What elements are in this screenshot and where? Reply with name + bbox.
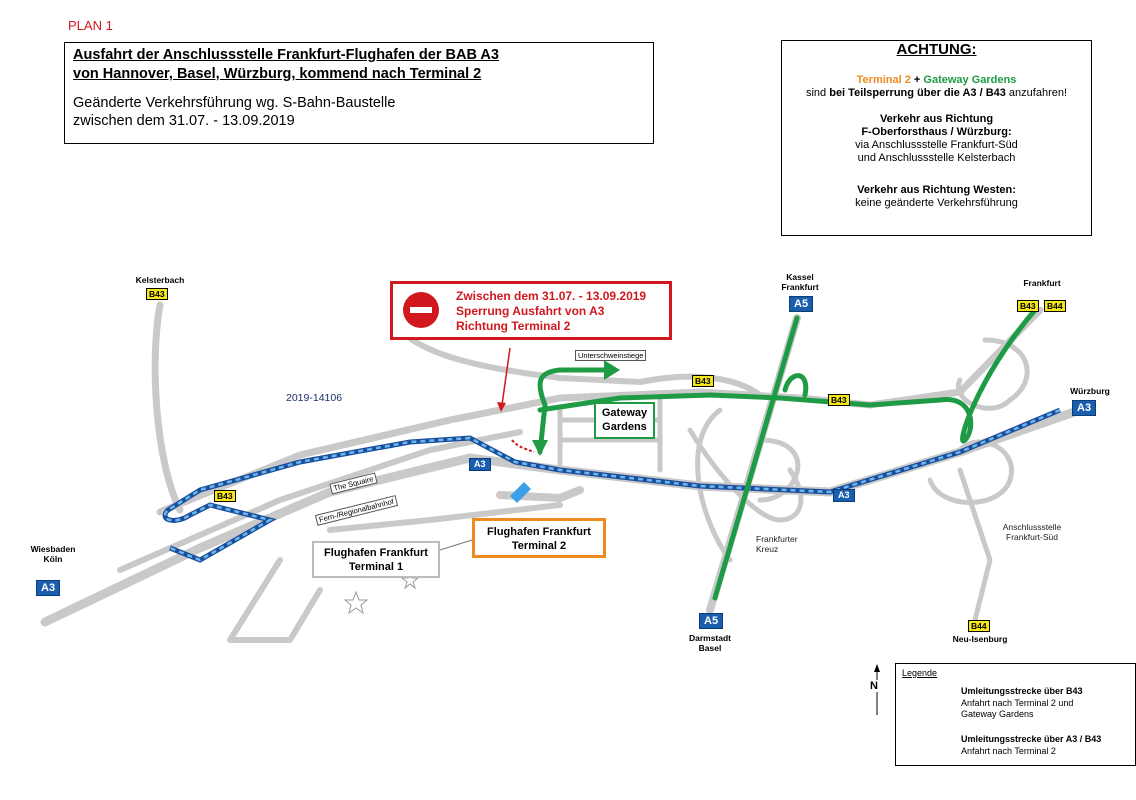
north-label: N bbox=[870, 680, 878, 692]
legend-green-head: Umleitungsstrecke über B43 bbox=[961, 686, 1083, 696]
legend-green-desc-2: Gateway Gardens bbox=[961, 709, 1034, 719]
warning-b3: via Anschlussstelle Frankfurt-Süd bbox=[855, 139, 1018, 151]
place-kreuz-2: Kreuz bbox=[756, 544, 779, 554]
warning-b1: Verkehr aus Richtung bbox=[879, 113, 994, 125]
green-route-loop bbox=[785, 376, 806, 395]
t1-callout bbox=[440, 540, 472, 550]
badge-b43-map-2: B43 bbox=[828, 394, 850, 406]
place-wiesbaden bbox=[22, 544, 84, 564]
badge-a5-south: A5 bbox=[699, 613, 723, 629]
north-arrowhead bbox=[874, 664, 880, 672]
place-kassel bbox=[770, 272, 830, 292]
place-sued-1: Anschlussstelle bbox=[1002, 522, 1062, 532]
warning-b2: F-Oberforsthaus / Würzburg: bbox=[861, 126, 1012, 138]
map-code: 2019-14106 bbox=[286, 392, 343, 404]
place-frankfurter-kreuz bbox=[756, 534, 816, 554]
badge-frankfurt-b43: B43 bbox=[1017, 300, 1039, 312]
closure-line-3: Richtung Terminal 2 bbox=[456, 319, 571, 333]
tag-the-squaire: The Squaire bbox=[329, 472, 377, 494]
badge-a3-east: A3 bbox=[1072, 400, 1096, 416]
place-frankfurt: Frankfurt bbox=[1023, 278, 1061, 288]
plan-label: PLAN 1 bbox=[68, 18, 113, 33]
badge-a5-north: A5 bbox=[789, 296, 813, 312]
green-arrow-down bbox=[532, 440, 548, 456]
road-terminal-2 bbox=[230, 560, 320, 640]
legend-green-desc-1: Anfahrt nach Terminal 2 und bbox=[961, 698, 1074, 708]
place-kreuz-1: Frankfurter bbox=[756, 534, 798, 544]
subtitle-line-2: zwischen dem 31.07. - 13.09.2019 bbox=[73, 113, 295, 129]
terminal2-text: Terminal 2 bbox=[856, 74, 911, 86]
green-arrow-right bbox=[604, 360, 620, 380]
warning-c2: keine geänderte Verkehrsführung bbox=[855, 197, 1018, 209]
closure-text bbox=[456, 289, 646, 334]
warning-line-2b: bei Teilsperrung über die A3 / B43 bbox=[829, 87, 1006, 99]
road-b44 bbox=[960, 470, 990, 620]
place-darmstadt-2: Basel bbox=[698, 643, 722, 653]
title-line-1: Ausfahrt der Anschlussstelle Frankfurt-Flughafen der BAB A3 bbox=[73, 47, 499, 63]
place-kassel-2: Frankfurt bbox=[781, 282, 819, 292]
legend-blue-head: Umleitungsstrecke über A3 / B43 bbox=[961, 734, 1102, 744]
place-sued-2: Frankfurt-Süd bbox=[1006, 532, 1058, 542]
badge-b43-map-1: B43 bbox=[692, 375, 714, 387]
title-line-2: von Hannover, Basel, Würzburg, kommend nach Terminal 2 bbox=[73, 66, 482, 82]
badge-kelsterbach-b43: B43 bbox=[146, 288, 168, 300]
place-wiesbaden-1: Wiesbaden bbox=[30, 544, 76, 554]
place-neu-isenburg: Neu-Isenburg bbox=[952, 634, 1008, 644]
badge-a3-map-1: A3 bbox=[469, 458, 491, 471]
warning-c1: Verkehr aus Richtung Westen: bbox=[857, 184, 1016, 196]
closed-ramp bbox=[512, 440, 534, 452]
warning-b4: und Anschlussstelle Kelsterbach bbox=[857, 152, 1016, 164]
badge-b44-south: B44 bbox=[968, 620, 990, 632]
badge-a3-map-2: A3 bbox=[833, 489, 855, 502]
green-route-a5 bbox=[715, 318, 797, 598]
terminal1-line-1: Flughafen Frankfurt bbox=[324, 547, 428, 559]
legend-title: Legende bbox=[902, 668, 938, 678]
road-ffm-loop bbox=[958, 340, 1027, 408]
legend-box bbox=[895, 663, 1136, 766]
terminal-stars bbox=[345, 572, 418, 613]
subtitle-line-1: Geänderte Verkehrsführung wg. S-Bahn-Baustelle bbox=[73, 95, 396, 111]
closure-pointer bbox=[502, 348, 510, 405]
badge-a3-west: A3 bbox=[36, 580, 60, 596]
warning-heading: ACHTUNG: bbox=[896, 41, 977, 58]
place-wiesbaden-2: Köln bbox=[43, 554, 63, 564]
closure-line-2: Sperrung Ausfahrt von A3 bbox=[456, 304, 605, 318]
tag-unterschweinstiege: Unterschweinstiege bbox=[575, 350, 646, 361]
terminal1-box bbox=[312, 541, 440, 578]
plus-text: + bbox=[910, 74, 924, 86]
legend-blue-desc-1: Anfahrt nach Terminal 2 bbox=[961, 746, 1056, 756]
star-1 bbox=[345, 592, 367, 613]
gateway-line-1: Gateway bbox=[601, 407, 648, 419]
place-darmstadt-1: Darmstadt bbox=[688, 633, 732, 643]
gateway-gardens-box bbox=[594, 402, 655, 439]
closure-line-1: Zwischen dem 31.07. - 13.09.2019 bbox=[456, 289, 647, 303]
badge-b43-map-3: B43 bbox=[214, 490, 236, 502]
place-frankfurt-sued bbox=[994, 522, 1070, 542]
gateway-gardens-text: Gateway Gardens bbox=[923, 74, 1017, 86]
warning-line-2c: anzufahren! bbox=[1005, 87, 1068, 99]
terminal2-line-1: Flughafen Frankfurt bbox=[487, 526, 591, 538]
terminal1-line-2: Terminal 1 bbox=[348, 561, 404, 573]
no-entry-icon bbox=[403, 292, 439, 328]
terminal2-line-2: Terminal 2 bbox=[511, 540, 567, 552]
terminal2-box bbox=[472, 518, 606, 558]
tag-fern-regional: Fern-/Regionalbahnhof bbox=[315, 495, 398, 526]
badge-frankfurt-b44: B44 bbox=[1044, 300, 1066, 312]
place-kassel-1: Kassel bbox=[786, 272, 814, 282]
road-kelsterbach bbox=[155, 305, 180, 510]
place-wuerzburg: Würzburg bbox=[1070, 386, 1110, 396]
closure-box bbox=[390, 281, 672, 340]
place-darmstadt bbox=[680, 633, 740, 653]
gateway-line-2: Gardens bbox=[602, 421, 647, 433]
warning-line-2a: sind bbox=[805, 87, 830, 99]
place-kelsterbach: Kelsterbach bbox=[135, 275, 185, 285]
